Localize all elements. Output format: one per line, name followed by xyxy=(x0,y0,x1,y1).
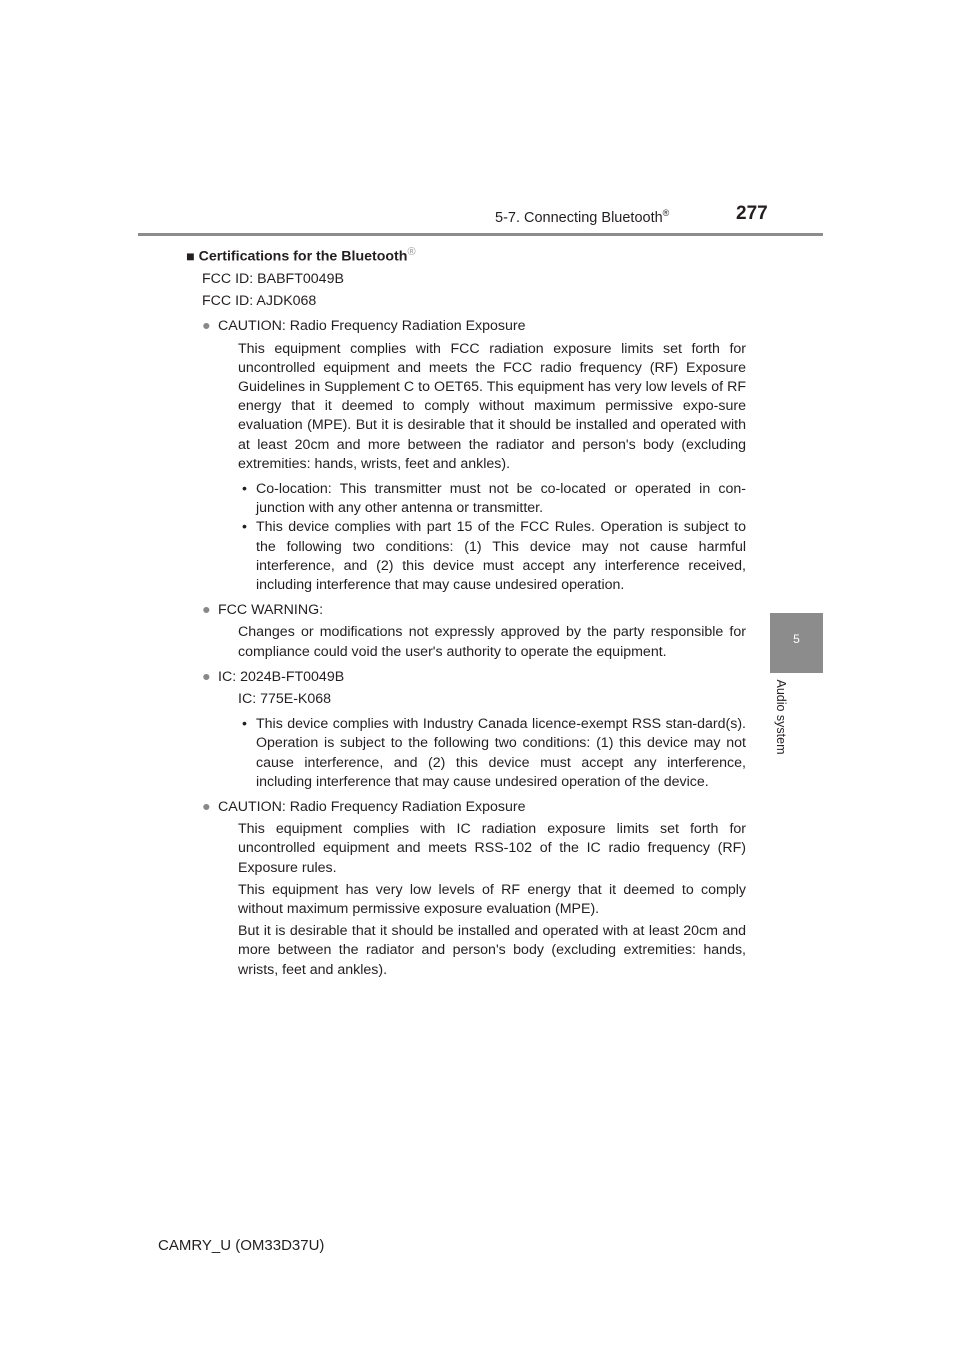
paragraph: But it is desirable that it should be installed and operated with at least 20cm and more between the radiator and person's body (excluding extremities: hands, wrists, feet and ankles). xyxy=(238,923,746,978)
chapter-number: 5 xyxy=(793,632,800,646)
paragraph: IC: 775E-K068 xyxy=(238,691,332,707)
paragraph: This equipment complies with FCC radiation exposure limits set forth for uncontrolled equipment and meets the FCC radio frequency (RF) Exposure Guidelines in Supplement C to OET65. This equipment has very low levels of RF energy that it deemed to comply without maximum permissive expo-sure evaluation (MPE). But it is desirable that it should be installed and operated with at least 20cm and more between the radiator and person's body (excluding extremities: hands, wrists, feet and ankles). xyxy=(238,340,746,472)
bullet-item xyxy=(202,317,746,336)
sub-list xyxy=(186,715,746,792)
paragraph: Changes or modifications not expressly approved by the party responsible for compliance could void the user's authority to operate the equipment. xyxy=(238,624,746,660)
bullet-title: CAUTION: Radio Frequency Radiation Exposure xyxy=(218,799,526,816)
list-item xyxy=(238,518,746,595)
bullet-item xyxy=(202,601,746,620)
section-heading-text: Certifications for the Bluetooth xyxy=(198,248,408,265)
list-item xyxy=(238,480,746,518)
section-marker-icon: ■ xyxy=(186,248,195,265)
list-item-text: Co-location: This transmitter must not be co-located or operated in con-junction with any other antenna or transmitter. xyxy=(256,480,746,517)
bullet-title: CAUTION: Radio Frequency Radiation Exposure xyxy=(218,318,526,335)
chapter-label: Audio system xyxy=(774,679,788,755)
list-item-text: This device complies with Industry Canada licence-exempt RSS stan-dard(s). Operation is subject to the following two conditions: (1) this device may not cause interference, and (2) this device must accept any interference, including interference that may cause undesired operation of the device. xyxy=(256,716,746,790)
bullet-icon: ● xyxy=(202,668,211,685)
bullet-title: IC: 2024B-FT0049B xyxy=(218,668,345,685)
bullet-title: FCC WARNING: xyxy=(218,602,324,619)
header-section-title: 5-7. Connecting Bluetooth® xyxy=(495,208,670,226)
sub-bullet-icon: • xyxy=(242,716,247,733)
registered-mark: ® xyxy=(662,208,670,218)
page-content xyxy=(186,243,746,980)
certification-blocks xyxy=(186,317,746,980)
bullet-item xyxy=(202,798,746,817)
fcc-id-line: FCC ID: AJDK068 xyxy=(202,293,317,310)
page-number: 277 xyxy=(736,203,768,224)
footer-model-code: CAMRY_U (OM33D37U) xyxy=(158,1237,325,1254)
bullet-icon: ● xyxy=(202,799,211,816)
paragraph: This equipment has very low levels of RF energy that it deemed to comply without maximum permissive exposure evaluation (MPE). xyxy=(238,881,746,918)
bullet-item xyxy=(202,668,746,687)
list-item-text: This device complies with part 15 of the FCC Rules. Operation is subject to the following two conditions: (1) This device may not cause harmful interference, and (2) this device must accept any interference received, including interference that may cause undesired operation. xyxy=(256,519,746,593)
paragraph: This equipment complies with IC radiation exposure limits set forth for uncontrolled equipment and meets RSS-102 of the IC radio frequency (RF) Exposure rules. xyxy=(238,821,746,876)
list-item xyxy=(238,715,746,792)
bullet-icon: ● xyxy=(202,318,211,335)
sub-list xyxy=(186,480,746,595)
header-divider xyxy=(138,233,823,236)
section-heading-mark: ® xyxy=(407,246,416,258)
bullet-icon: ● xyxy=(202,602,211,619)
sub-bullet-icon: • xyxy=(242,480,247,497)
section-heading xyxy=(186,243,746,267)
sub-bullet-icon: • xyxy=(242,519,247,536)
fcc-id-line: FCC ID: BABFT0049B xyxy=(202,270,344,287)
